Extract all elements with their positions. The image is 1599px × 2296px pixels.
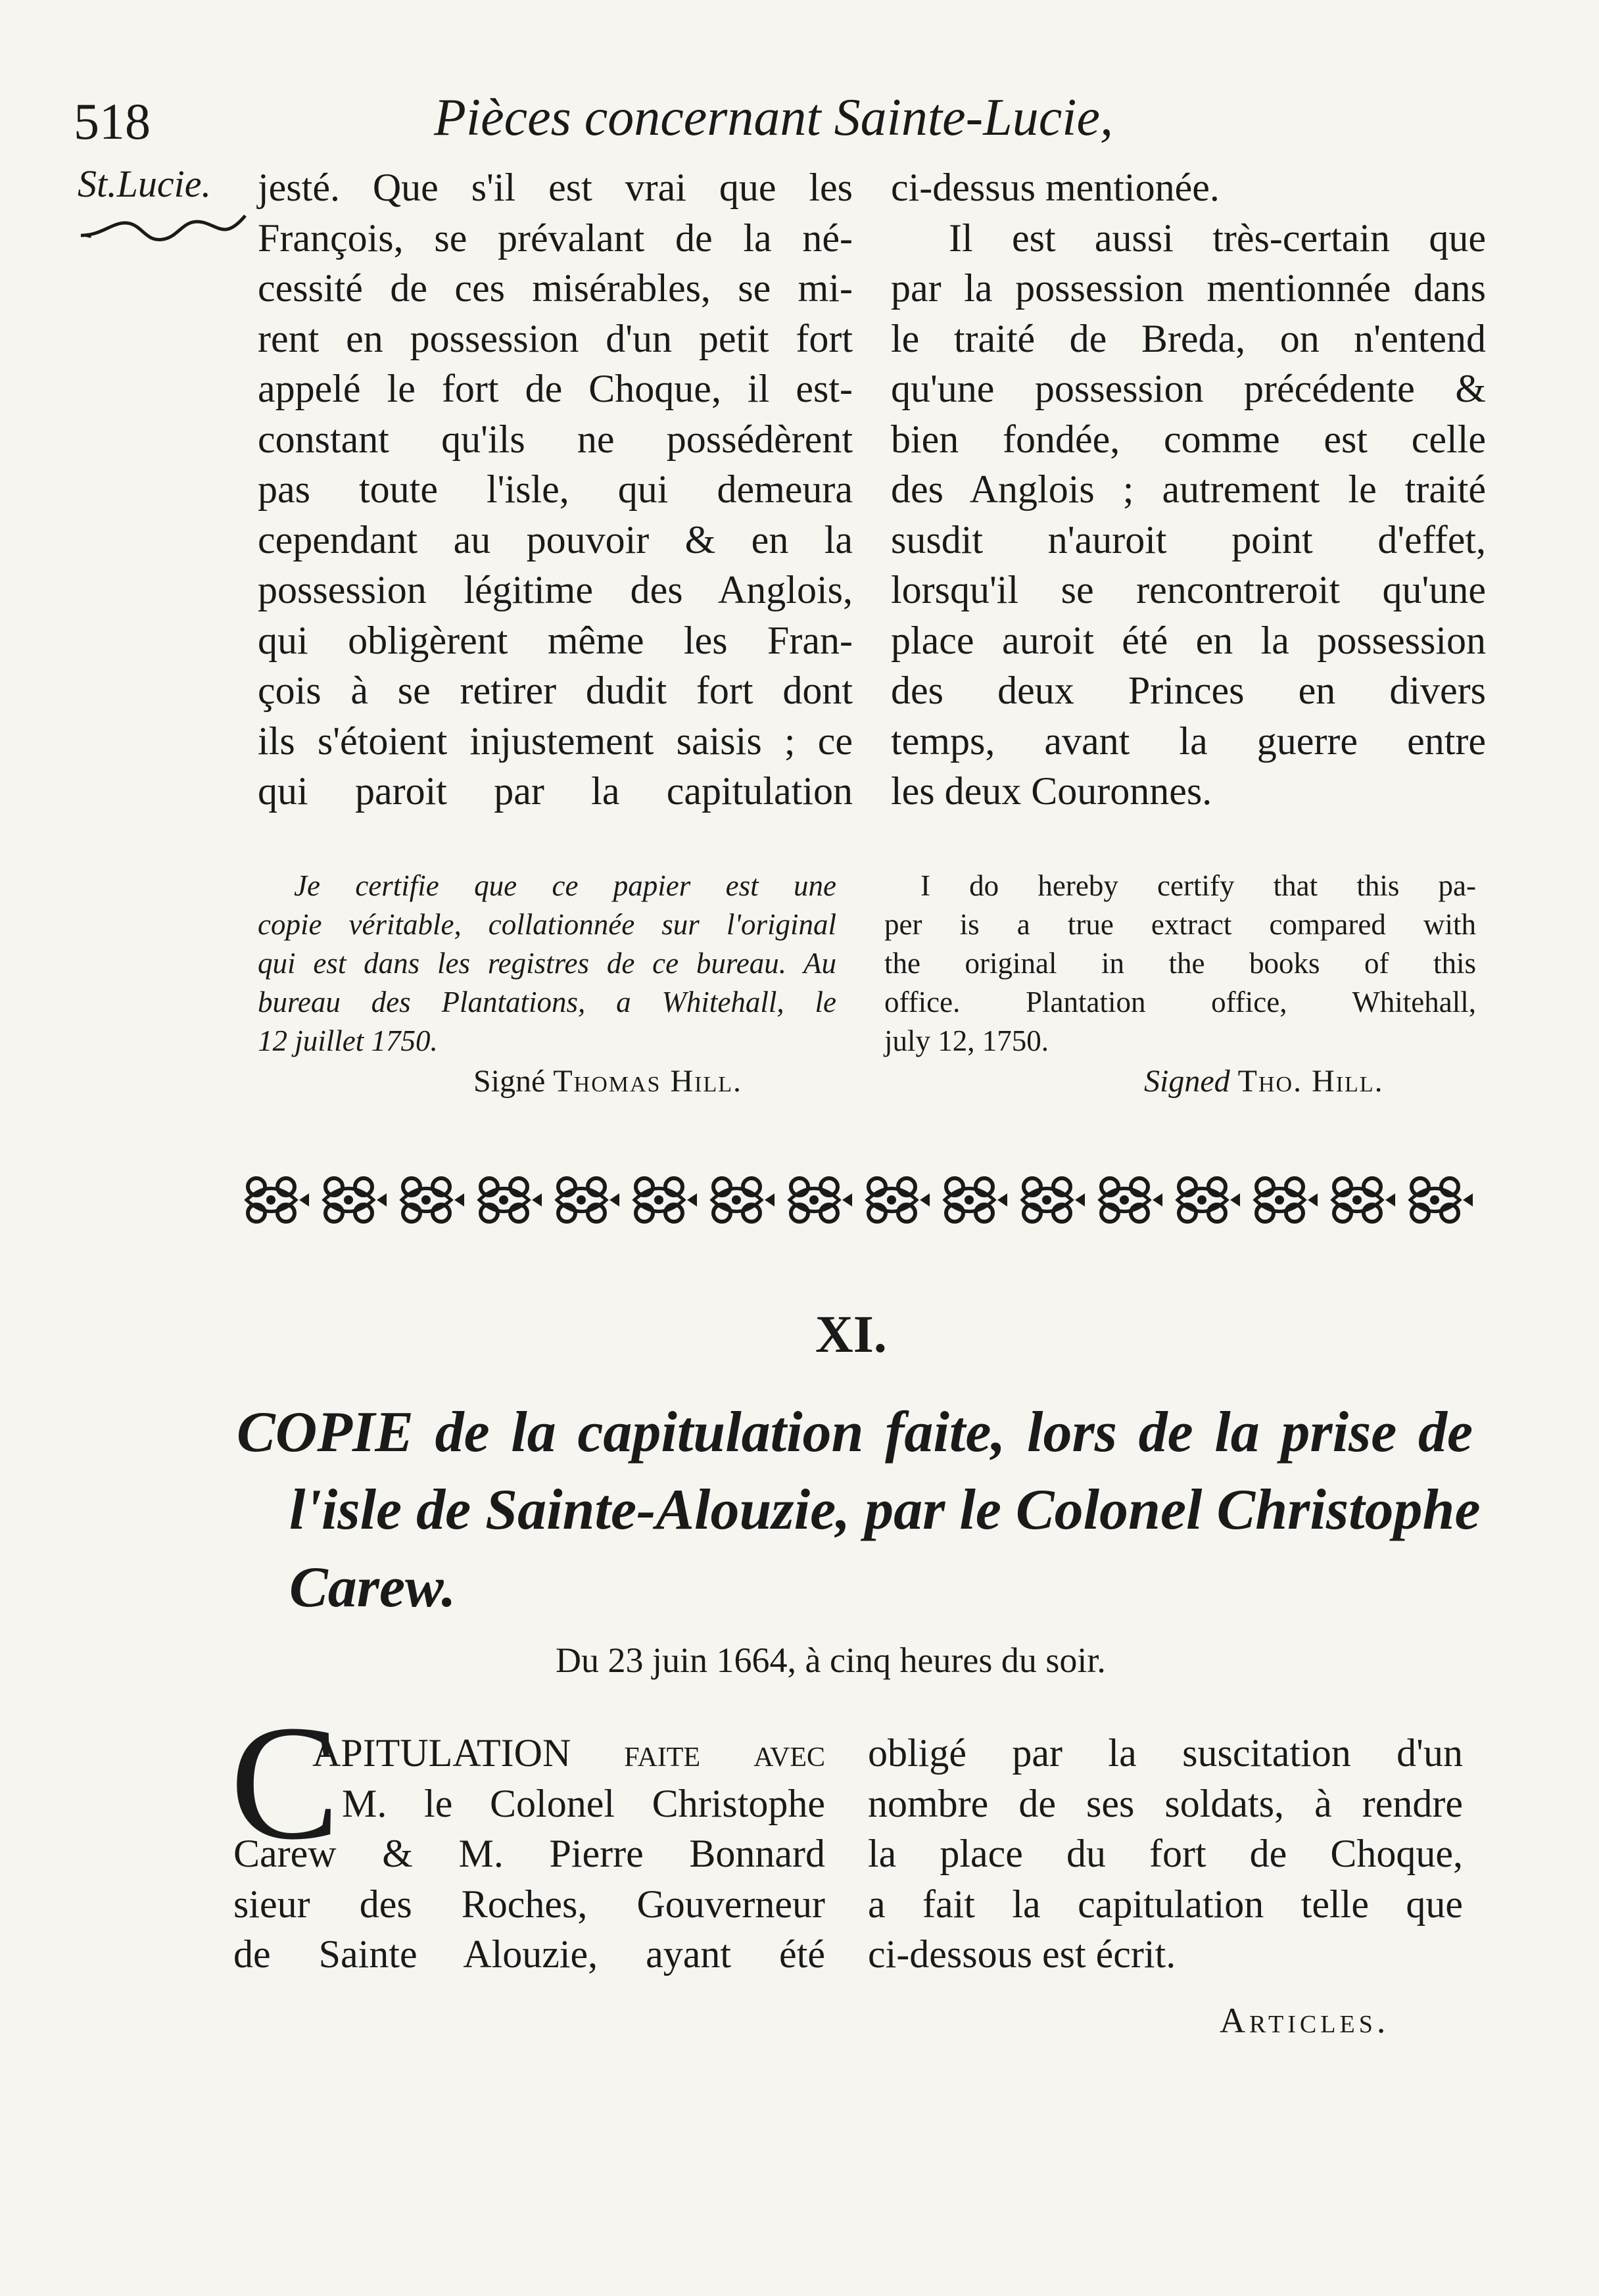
text-line: Il est aussi très-certain que	[949, 216, 1486, 260]
text-line: ci-dessus mentionée.	[891, 166, 1220, 209]
right-column	[891, 162, 1486, 817]
signature-french	[473, 1062, 742, 1101]
text-line: ci-dessous est écrit.	[868, 1932, 1176, 1976]
signatory-name: Thomas Hill.	[553, 1064, 742, 1099]
text-line: july 12, 1750.	[884, 1024, 1049, 1057]
text-line: APITULATION faite avec	[312, 1731, 825, 1775]
text-line: a fait la capitulation telle que	[868, 1882, 1463, 1926]
text-line: office. Plantation office, Whitehall,	[884, 986, 1476, 1018]
catchword: Articles.	[1220, 2001, 1390, 2040]
text-line: Carew & M. Pierre Bonnard	[233, 1832, 825, 1875]
text-line: I do hereby certify that this pa-	[920, 869, 1476, 902]
text-line: the original in the books of this	[884, 947, 1476, 980]
text-line: temps, avant la guerre entre	[891, 719, 1486, 763]
section-number: XI.	[815, 1306, 887, 1364]
page-number: 518	[74, 93, 151, 150]
text-line: per is a true extract compared with	[884, 908, 1476, 941]
text-line: M. le Colonel Christophe	[342, 1781, 825, 1825]
text-line: qu'une possession précédente &	[891, 367, 1486, 410]
text-line: appelé le fort de Choque, il est-	[258, 367, 853, 410]
text-line: de Sainte Alouzie, ayant été	[233, 1932, 825, 1976]
text-line: le traité de Breda, on n'entend	[891, 316, 1486, 360]
section-title	[237, 1394, 1481, 1627]
text-line: possession légitime des Anglois,	[258, 568, 853, 611]
text-line: place auroit été en la possession	[891, 618, 1486, 662]
text-line: la place du fort de Choque,	[868, 1832, 1463, 1875]
margin-note: St.Lucie.	[78, 162, 211, 205]
running-title: Pièces concernant Sainte-Lucie,	[434, 89, 1113, 147]
text-line: çois à se retirer dudit fort dont	[258, 669, 853, 712]
text-line: susdit n'auroit point d'effet,	[891, 517, 1486, 562]
capitulation-right-column	[868, 1728, 1463, 1980]
text-line: constant qu'ils ne possédèrent	[258, 417, 853, 461]
text-line: cessité de ces misérables, se mi-	[258, 266, 853, 310]
certification-french	[258, 867, 836, 1061]
text-line: qui paroit par la capitulation	[258, 769, 853, 813]
signed-label: Signé	[473, 1064, 546, 1099]
signatory-name: Tho. Hill.	[1237, 1064, 1384, 1099]
text-line: François, se prévalant de la né-	[258, 216, 853, 260]
ornamental-border	[237, 1164, 1486, 1236]
text-line: qui obligèrent même les Fran-	[258, 618, 853, 662]
dateline: Du 23 juin 1664, à cinq heures du soir.	[556, 1640, 1106, 1680]
text-line: par la possession mentionnée dans	[891, 266, 1486, 310]
title-line: COPIE de la capitulation faite, lors de la prise de	[237, 1400, 1473, 1464]
text-line: bien fondée, comme est celle	[891, 417, 1486, 461]
signature-english	[1144, 1062, 1384, 1101]
text-line: cependant au pouvoir & en la	[258, 517, 853, 562]
title-line: l'isle de Sainte-Alouzie, par le Colonel Christophe	[289, 1478, 1481, 1542]
text-line: qui est dans les registres de ce bureau. Au	[258, 947, 836, 980]
text-line: rent en possession d'un petit fort	[258, 316, 853, 360]
text-line: pas toute l'isle, qui demeura	[258, 467, 853, 511]
text-line: copie véritable, collationnée sur l'original	[258, 908, 836, 941]
text-line: obligé par la suscitation d'un	[868, 1731, 1463, 1775]
text-line: des deux Princes en divers	[891, 669, 1486, 712]
text-line: nombre de ses soldats, à rendre	[868, 1781, 1463, 1825]
capitulation-left-column	[233, 1728, 825, 1980]
text-line: bureau des Plantations, a Whitehall, le	[258, 986, 836, 1018]
text-line: les deux Couronnes.	[891, 769, 1212, 813]
drop-cap: C	[230, 1692, 340, 1874]
text-line: Je certifie que ce papier est une	[294, 869, 836, 902]
title-line: Carew.	[289, 1556, 456, 1619]
text-line: ils s'étoient injustement saisis ; ce	[258, 719, 853, 763]
signed-label: Signed	[1144, 1064, 1230, 1099]
text-line: lorsqu'il se rencontreroit qu'une	[891, 568, 1486, 611]
text-line: des Anglois ; autrement le traité	[891, 467, 1486, 511]
text-line: jesté. Que s'il est vrai que les	[258, 166, 853, 209]
margin-flourish	[78, 210, 255, 250]
certification-english	[884, 867, 1476, 1061]
text-line: sieur des Roches, Gouverneur	[233, 1882, 825, 1926]
left-column	[258, 162, 853, 817]
text-line: 12 juillet 1750.	[258, 1024, 438, 1057]
